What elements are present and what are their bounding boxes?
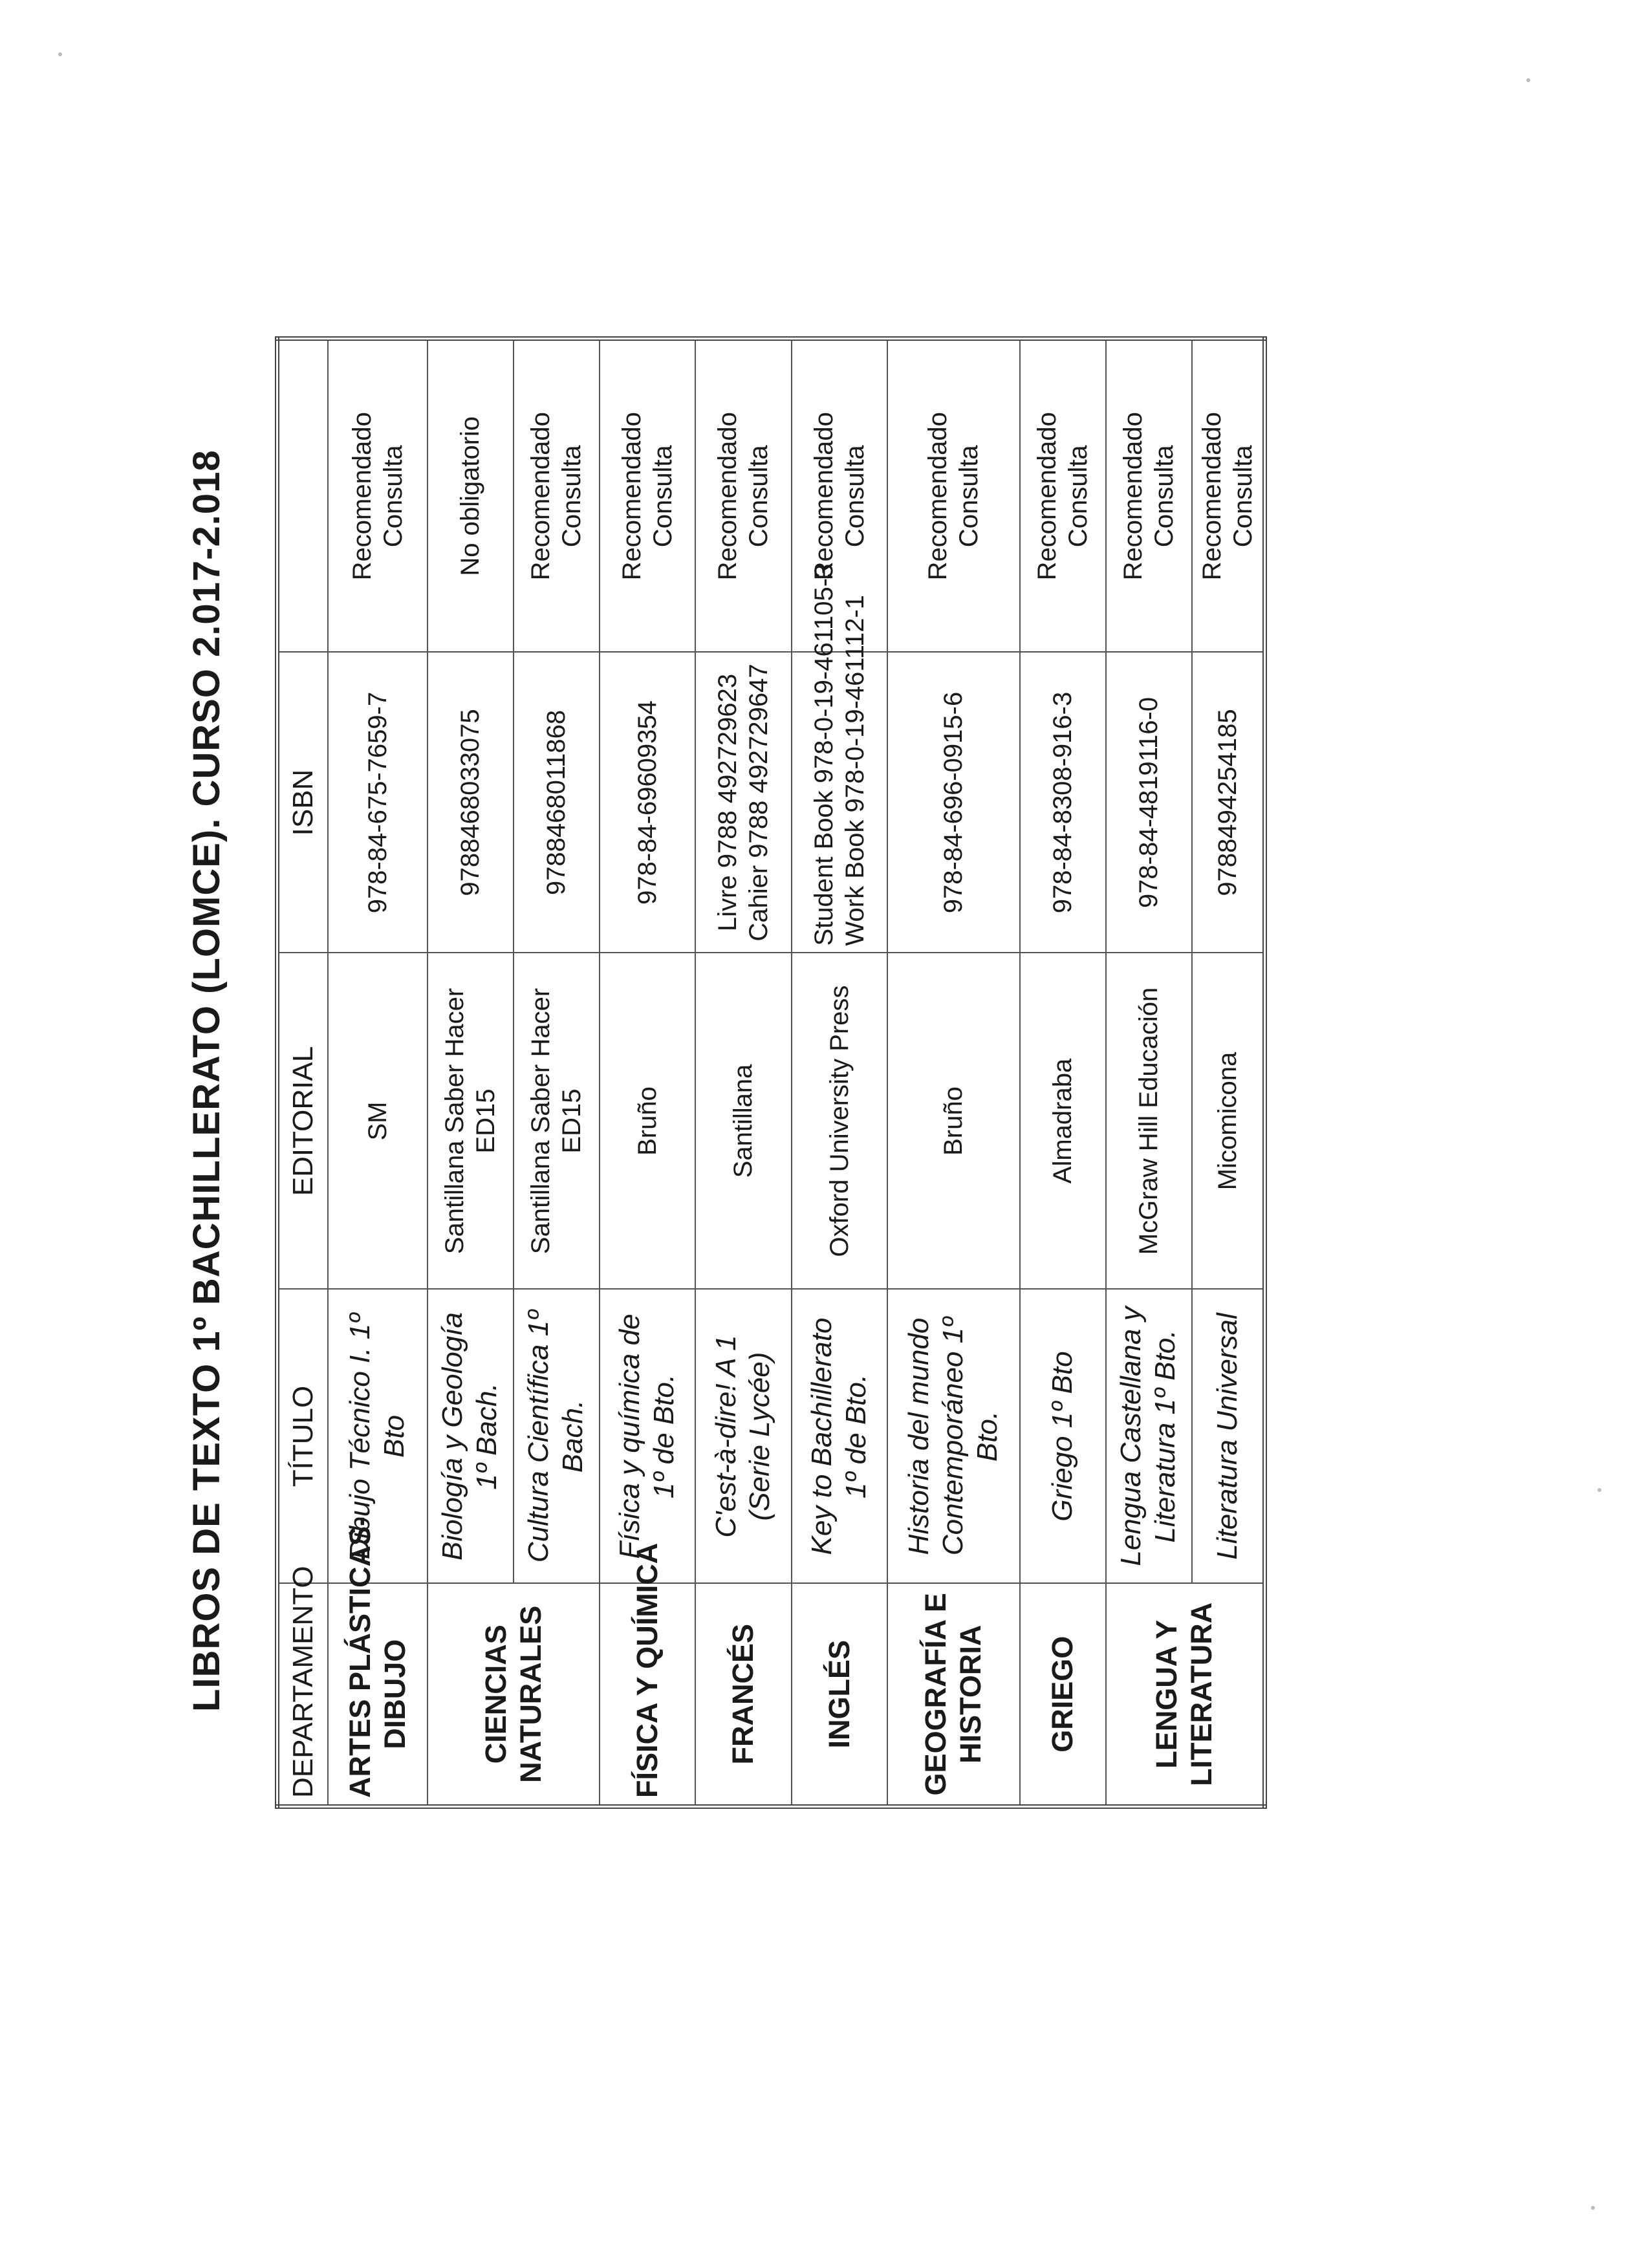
table-row [695,339,791,1807]
cell-line: 1º de Bto. [839,1374,872,1499]
cell-line: NATURALES [514,1605,547,1783]
department-cell [428,1584,600,1807]
editorial-cell [600,953,695,1290]
title-cell [328,1290,428,1584]
cell-line: C'est-à-dire! A 1 [709,1335,742,1538]
department-cell [1020,1584,1106,1807]
title-cell [1020,1290,1106,1584]
isbn-cell [1106,653,1192,953]
cell-line: GRIEGO [1046,1636,1079,1753]
title-cell [514,1290,600,1584]
isbn-cell [328,653,428,953]
cell-line: Livre 9788 492729623 [713,673,742,932]
editorial-cell [1020,953,1106,1290]
title-cell [1192,1290,1265,1584]
cell-line: Recomendado [1197,412,1226,581]
cell-line: ED15 [471,1088,501,1154]
scan-speck [1597,1488,1601,1492]
cell-line: INGLÉS [822,1639,856,1749]
department-cell [695,1584,791,1807]
editorial-cell [887,953,1020,1290]
cell-line: Recomendado [1033,412,1062,581]
editorial-cell [514,953,600,1290]
department-cell [887,1584,1020,1807]
cell-line: No obligatorio [456,416,485,576]
isbn-cell [514,653,600,953]
cell-line: Santillana Saber Hacer [440,988,470,1255]
isbn-cell [600,653,695,953]
scan-speck [1526,78,1530,82]
cell-line: 978-84-696-0915-6 [939,691,968,914]
isbn-cell [1192,653,1265,953]
cell-line: Bruño [939,1086,968,1156]
cell-line: GEOGRAFÍA E [919,1593,953,1796]
cell-line: FRANCÉS [726,1624,760,1765]
table-row [1020,339,1106,1807]
cell-line: SM [363,1101,392,1141]
table-row [600,339,695,1807]
note-cell [514,339,600,653]
scan-speck [58,52,62,56]
cell-line: 978-84-69609354 [633,700,662,905]
cell-line: Recomendado [617,412,646,581]
cell-line: Recomendado [526,412,556,581]
cell-line: HISTORIA [954,1625,988,1764]
scan-speck [1591,2206,1595,2210]
editorial-cell [792,953,887,1290]
table-row [428,339,514,1807]
textbook-table [275,336,1267,1809]
cell-line: Griego 1º Bto [1046,1351,1078,1522]
cell-line: Consulta [1064,445,1093,548]
cell-line: LITERATURA [1185,1602,1218,1786]
cell-line: ED15 [558,1088,587,1154]
cell-line: DIBUJO [378,1639,411,1749]
header-titulo: TÍTULO [277,1290,329,1584]
table-row [328,339,428,1807]
cell-line: Student Book 978-0-19-461105-3 [809,563,838,946]
note-cell [695,339,791,653]
cell-line: Cahier 9788 492729647 [744,664,774,942]
department-cell [792,1584,887,1807]
cell-line: Biología y Geología [437,1312,469,1561]
note-cell [428,339,514,653]
header-isbn: ISBN [277,653,329,953]
cell-line: Recomendado [347,412,376,581]
isbn-cell [428,653,514,953]
cell-line: 978-84-8308-916-3 [1048,691,1077,914]
cell-line: Recomendado [713,412,742,581]
document-title: LIBROS DE TEXTO 1º BACHILLERATO (LOMCE). CURSO 2.017-2.018 [186,449,228,1712]
editorial-cell [328,953,428,1290]
note-cell [792,339,887,653]
note-cell [887,339,1020,653]
cell-line: Micomicona [1213,1052,1242,1191]
cell-line: Cultura Científica 1º [523,1310,555,1563]
cell-line: Recomendado [924,412,953,581]
cell-line: Literatura 1º Bto. [1149,1330,1182,1543]
title-cell [792,1290,887,1584]
cell-line: Consulta [378,445,407,548]
cell-line: 1º Bach. [471,1383,503,1490]
editorial-cell [428,953,514,1290]
note-cell [600,339,695,653]
cell-line: LENGUA Y [1150,1619,1184,1769]
title-cell [887,1290,1020,1584]
cell-line: Santillana [729,1064,758,1178]
cell-line: CIENCIAS [479,1625,512,1764]
cell-line: Bruño [633,1086,662,1156]
cell-line: 978-84-675-7659-7 [363,691,392,914]
cell-line: Consulta [955,445,984,548]
cell-line: 9788494254185 [1213,709,1242,896]
cell-line: Consulta [744,445,774,548]
header-editorial: EDITORIAL [277,953,329,1290]
cell-line: Historia del mundo [903,1317,935,1555]
title-cell [695,1290,791,1584]
header-departamento: DEPARTAMENTO [277,1584,329,1807]
cell-line: Contemporáneo 1º [937,1317,969,1556]
cell-line: Bto [378,1414,410,1458]
cell-line: McGraw Hill Educación [1134,987,1164,1255]
cell-line: Consulta [1228,445,1257,548]
cell-line: FÍSICA Y QUÍMICA [630,1542,664,1798]
table-row [792,339,887,1807]
cell-line: 978-84-4819116-0 [1134,697,1164,909]
cell-line: Consulta [1150,445,1179,548]
title-cell [1106,1290,1192,1584]
isbn-cell [1020,653,1106,953]
cell-line: 9788468033075 [456,709,485,896]
table-row [887,339,1020,1807]
title-cell [428,1290,514,1584]
cell-line: 1º de Bto. [647,1374,680,1499]
cell-line: Almadraba [1048,1058,1077,1184]
cell-line: Consulta [840,445,869,548]
cell-line: Consulta [648,445,677,548]
cell-line: Bto. [971,1410,1003,1462]
cell-line: Bach. [557,1399,589,1473]
note-cell [1192,339,1265,653]
isbn-cell [887,653,1020,953]
table-body [328,339,1265,1807]
department-cell [328,1516,428,1807]
cell-line: ARTES PLÁSTICAS- [343,1516,376,1798]
cell-line: (Serie Lycée) [744,1352,776,1521]
editorial-cell [1192,953,1265,1290]
table-header-row [277,339,329,1807]
cell-line: 9788468011868 [542,709,571,896]
cell-line: Key to Bachillerato [805,1317,838,1555]
note-cell [1106,339,1192,653]
isbn-cell [695,653,791,953]
header-nota [277,339,329,653]
isbn-cell [792,563,887,953]
cell-line: Física y química de [614,1313,646,1559]
title-cell [600,1290,695,1584]
editorial-cell [1106,953,1192,1290]
cell-line: Work Book 978-0-19-461112-1 [840,594,869,946]
cell-line: Santillana Saber Hacer [526,988,556,1255]
note-cell [328,339,428,653]
note-cell [1020,339,1106,653]
cell-line: Literatura Universal [1211,1313,1243,1560]
editorial-cell [695,953,791,1290]
cell-line: Oxford University Press [825,985,854,1257]
cell-line: Dibujo Técnico I. 1º [343,1313,376,1560]
cell-line: Recomendado [809,412,838,581]
department-cell [1106,1584,1265,1807]
department-cell [600,1542,695,1807]
cell-line: Lengua Castellana y [1115,1306,1147,1566]
cell-line: Consulta [558,445,587,548]
cell-line: Recomendado [1119,412,1148,581]
table-row [1106,339,1192,1807]
